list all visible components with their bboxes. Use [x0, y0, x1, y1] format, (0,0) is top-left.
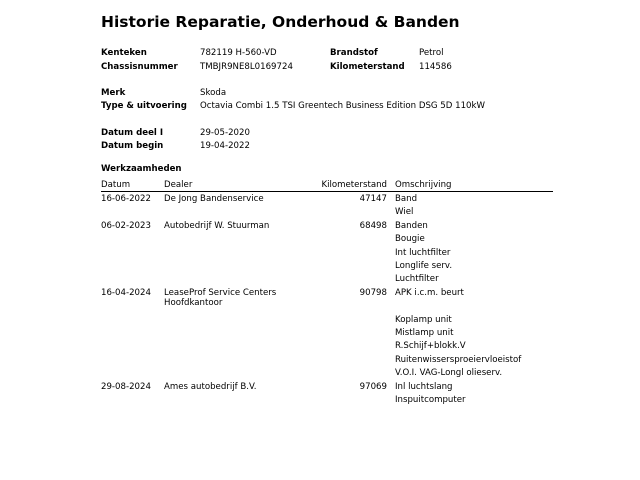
type-value: Octavia Combi 1.5 TSI Greentech Business Edition DSG 5D 110kW — [200, 101, 486, 111]
header-divider — [101, 191, 553, 192]
brandstof-value: Petrol — [419, 48, 444, 58]
row-dealer: LeaseProf Service Centers — [164, 287, 277, 298]
datum-begin-label: Datum begin — [101, 141, 164, 151]
row-omschrijving: Ruitenwissersproeiervloeistof — [395, 354, 522, 365]
row-omschrijving: Wiel — [395, 207, 414, 218]
row-omschrijving: Band — [395, 194, 418, 204]
row-kilometerstand: 47147 — [359, 194, 387, 204]
row-omschrijving: V.O.I. VAG-Longl olieserv. — [395, 368, 503, 379]
chassis-label: Chassisnummer — [101, 62, 178, 72]
row-dealer: Hoofdkantoor — [164, 297, 223, 308]
row-kilometerstand: 68498 — [359, 220, 387, 231]
datum-begin-value: 19-04-2022 — [200, 141, 250, 151]
row-dealer: De Jong Bandenservice — [164, 194, 264, 204]
header-dealer: Dealer — [164, 180, 193, 190]
row-omschrijving: Luchtfilter — [395, 274, 439, 285]
row-omschrijving: R.Schijf+blokk.V — [395, 341, 466, 352]
merk-label: Merk — [101, 88, 126, 98]
row-datum: 06-02-2023 — [101, 220, 151, 231]
kenteken-label: Kenteken — [101, 48, 147, 58]
row-omschrijving: Koplamp unit — [395, 314, 452, 325]
row-omschrijving: Mistlamp unit — [395, 328, 454, 338]
km-value: 114586 — [419, 62, 452, 72]
row-datum: 16-04-2024 — [101, 287, 151, 298]
row-omschrijving: Longlife serv. — [395, 261, 453, 271]
kenteken-value: 782119 H-560-VD — [200, 48, 277, 58]
row-datum: 16-06-2022 — [101, 194, 151, 204]
km-label: Kilometerstand — [330, 62, 405, 72]
page-title: Historie Reparatie, Onderhoud & Banden — [101, 13, 460, 31]
row-dealer: Ames autobedrijf B.V. — [164, 381, 257, 392]
header-kilometerstand: Kilometerstand — [321, 180, 387, 190]
header-datum: Datum — [101, 180, 131, 190]
row-dealer: Autobedrijf W. Stuurman — [164, 220, 270, 231]
header-omschrijving: Omschrijving — [395, 180, 452, 190]
row-kilometerstand: 90798 — [359, 287, 387, 298]
type-label: Type & uitvoering — [101, 101, 187, 111]
werkzaamheden-title: Werkzaamheden — [101, 164, 182, 174]
datum-deel1-value: 29-05-2020 — [200, 128, 250, 138]
row-omschrijving: APK i.c.m. beurt — [395, 287, 464, 298]
row-omschrijving: Int luchtfilter — [395, 247, 451, 258]
row-kilometerstand: 97069 — [359, 381, 387, 392]
row-omschrijving: Bougie — [395, 234, 425, 245]
datum-deel1-label: Datum deel I — [101, 128, 164, 138]
merk-value: Skoda — [200, 88, 227, 98]
row-omschrijving: Inspuitcomputer — [395, 395, 466, 405]
row-datum: 29-08-2024 — [101, 381, 151, 392]
row-omschrijving: Inl luchtslang — [395, 381, 453, 392]
row-omschrijving: Banden — [395, 220, 428, 231]
chassis-value: TMBJR9NE8L0169724 — [200, 62, 293, 72]
brandstof-label: Brandstof — [330, 48, 378, 58]
